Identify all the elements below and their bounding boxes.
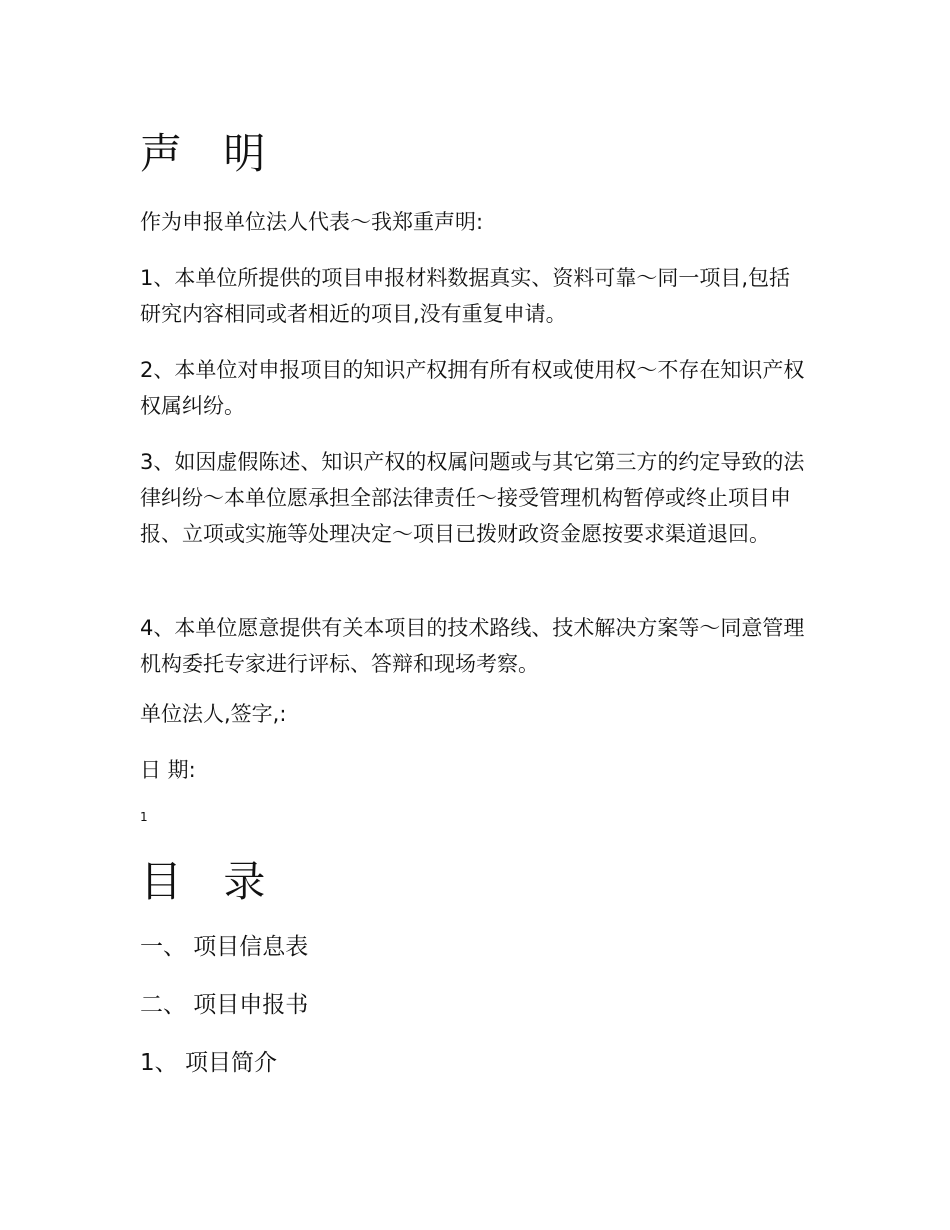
declaration-item-2: 2、本单位对申报项目的知识产权拥有所有权或使用权～不存在知识产权权属纠纷。 [140,358,805,418]
toc-item-project-info[interactable]: 一、 项目信息表 [140,934,309,960]
declaration-intro: 作为申报单位法人代表～我郑重声明: [140,210,484,234]
declaration-item-4: 4、本单位愿意提供有关本项目的技术路线、技术解决方案等～同意管理机构委托专家进行评标、答辩和现场考察。 [140,616,805,676]
toc-item-project-application[interactable]: 二、 项目申报书 [140,992,309,1018]
declaration-item-1: 1、本单位所提供的项目申报材料数据真实、资料可靠～同一项目,包括研究内容相同或者相近的项目,没有重复申请。 [140,266,791,326]
declaration-item-3: 3、如因虚假陈述、知识产权的权属问题或与其它第三方的约定导致的法律纠纷～本单位愿承担全部法律责任～接受管理机构暂停或终止项目申报、立项或实施等处理决定～项目已拨财政资金愿按要求渠道退回。 [140,450,805,546]
date-label: 日 期: [140,758,196,782]
signature-label: 单位法人,签字,: [140,702,287,726]
document-page [140,0,820,1230]
toc-item-project-intro[interactable]: 1、 项目简介 [140,1050,277,1076]
declaration-title: 声 明 [140,129,280,178]
toc-title: 目 录 [140,857,280,906]
page-number: 1 [140,810,148,824]
